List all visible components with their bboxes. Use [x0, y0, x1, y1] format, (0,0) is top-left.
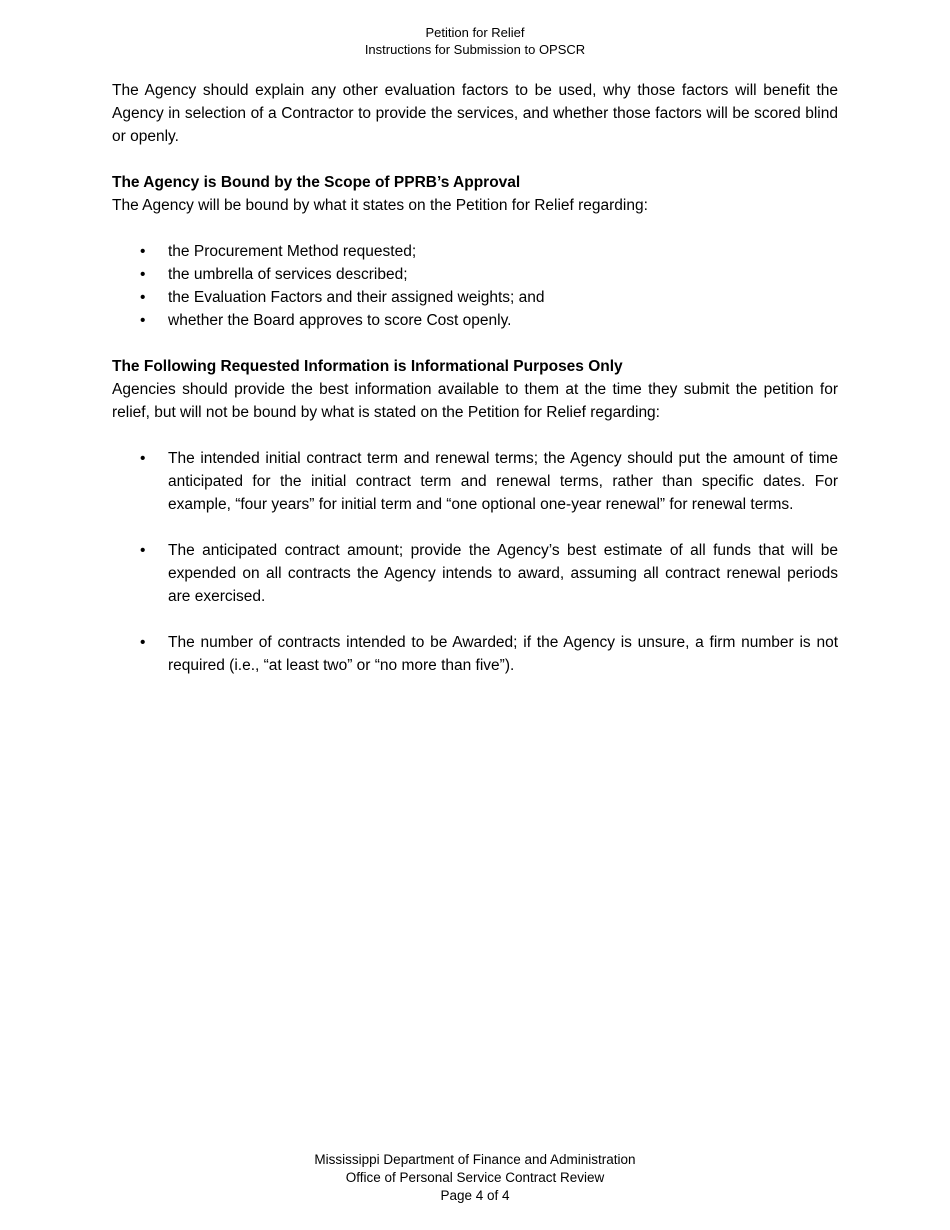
- bullet-icon: •: [140, 450, 146, 467]
- list-item-text: The intended initial contract term and renewal terms; the Agency should put the amount of time anticipated for the initial contract term and renewal terms, rather than specific dates. For example, “four years” for initial term and “one optional one-year renewal” for renewal terms.: [168, 450, 838, 513]
- intro-paragraph: The Agency should explain any other evaluation factors to be used, why those factors will benefit the Agency in selection of a Contractor to provide the services, and whether those factors will be scored blind or openly.: [112, 82, 838, 145]
- page-body: [112, 79, 838, 700]
- informational-items-list: [112, 447, 838, 677]
- page-footer: [0, 1151, 950, 1205]
- section-text-bound-scope: The Agency will be bound by what it states on the Petition for Relief regarding:: [112, 197, 648, 214]
- list-item: [112, 447, 838, 516]
- page-header: [0, 24, 950, 58]
- section-heading-bound-scope: The Agency is Bound by the Scope of PPRB’s Approval: [112, 174, 521, 191]
- section-text-informational: Agencies should provide the best information available to them at the time they submit the petition for relief, but will not be bound by what is stated on the Petition for Relief regarding:: [112, 381, 838, 421]
- list-item-text: The number of contracts intended to be Awarded; if the Agency is unsure, a firm number is not required (i.e., “at least two” or “no more than five”).: [168, 634, 838, 674]
- bullet-icon: •: [140, 312, 146, 329]
- list-item-text: the umbrella of services described;: [168, 266, 408, 283]
- header-subtitle: Instructions for Submission to OPSCR: [364, 42, 586, 57]
- list-item: [112, 263, 838, 286]
- bullet-icon: •: [140, 634, 146, 651]
- bullet-icon: •: [140, 266, 146, 283]
- footer-office: Office of Personal Service Contract Review: [345, 1170, 605, 1185]
- bullet-icon: •: [140, 542, 146, 559]
- bullet-icon: •: [140, 289, 146, 306]
- list-item-text: whether the Board approves to score Cost openly.: [168, 312, 512, 329]
- list-item: [112, 240, 838, 263]
- bound-items-list: [112, 240, 838, 332]
- list-item: [112, 309, 838, 332]
- list-item-text: the Procurement Method requested;: [168, 243, 417, 260]
- bullet-icon: •: [140, 243, 146, 260]
- footer-department: Mississippi Department of Finance and Administration: [314, 1152, 636, 1167]
- list-item: [112, 539, 838, 608]
- list-item-text: the Evaluation Factors and their assigned weights; and: [168, 289, 545, 306]
- list-item: [112, 286, 838, 309]
- page-number: Page 4 of 4: [440, 1188, 510, 1203]
- list-item-text: The anticipated contract amount; provide the Agency’s best estimate of all funds that will be expended on all contracts the Agency intends to award, assuming all contract renewal periods are exercised.: [168, 542, 838, 605]
- section-heading-informational: The Following Requested Information is Informational Purposes Only: [112, 358, 623, 375]
- header-title: Petition for Relief: [425, 25, 525, 40]
- list-item: [112, 631, 838, 677]
